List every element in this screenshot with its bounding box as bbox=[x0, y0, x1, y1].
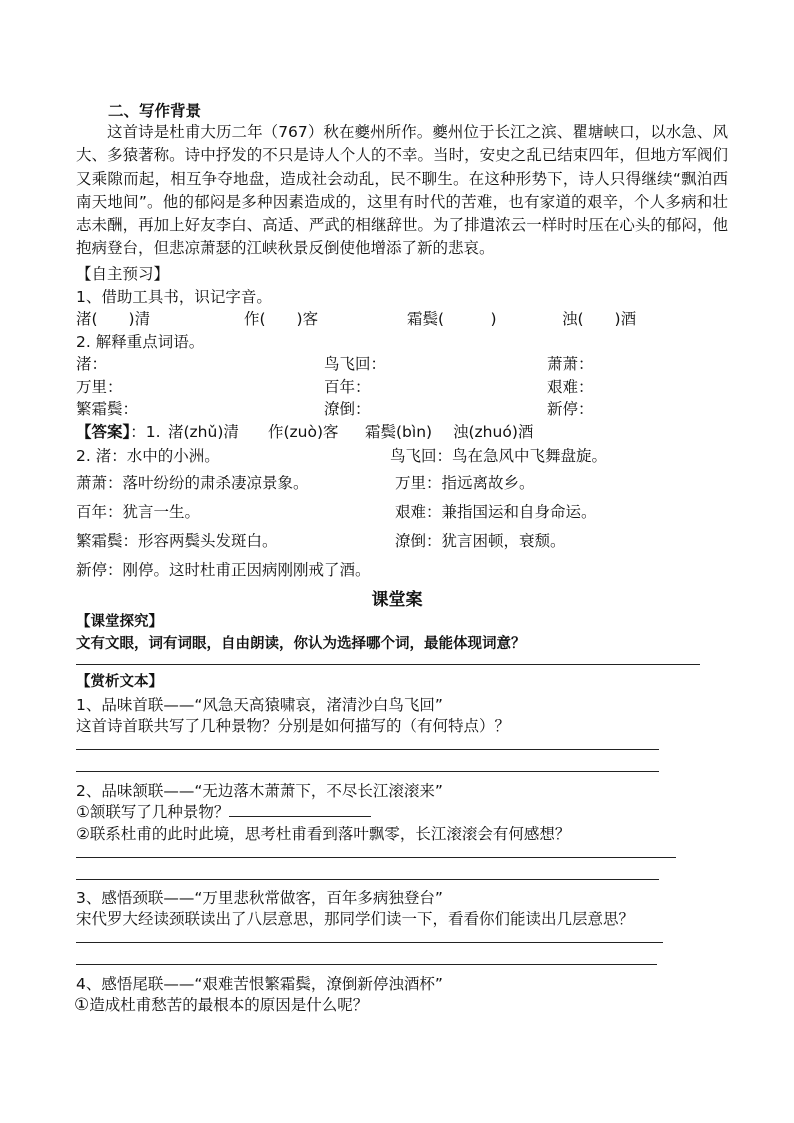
term-item: 新停： bbox=[547, 400, 594, 418]
explore-question: 文有文眼，词有词眼，自由朗读，你认为选择哪个词，最能体现词意？ bbox=[76, 636, 526, 652]
term-item: 渚： bbox=[76, 355, 108, 373]
classroom-title: 课堂案 bbox=[371, 590, 423, 610]
section-heading-background: 二、写作背景 bbox=[108, 102, 202, 120]
answer-line[interactable] bbox=[76, 771, 659, 772]
item-title: 2、品味颔联——“无边落木萧萧下，不尽长江滚滚来” bbox=[76, 782, 443, 800]
term-item: 艰难： bbox=[547, 378, 594, 396]
pinyin-item: 渚(zhǔ)清 bbox=[168, 423, 239, 441]
explore-heading: 【课堂探究】 bbox=[76, 614, 163, 630]
term-item: 潦倒： bbox=[324, 400, 371, 418]
item-title: 1、品味首联——“风急天高猿啸哀，渚清沙白鸟飞回” bbox=[76, 696, 443, 714]
answer-line[interactable] bbox=[76, 664, 700, 665]
answer-line[interactable] bbox=[76, 879, 659, 880]
answer-line-1 bbox=[76, 420, 161, 442]
item-question: 宋代罗大经读颈联读出了八层意思，那同学们读一下，看看你们能读出几层意思？ bbox=[76, 910, 635, 928]
circled-number: ① bbox=[74, 995, 90, 1015]
answer-line[interactable] bbox=[76, 964, 657, 965]
definition-item: 2. 渚：水中的小洲。 bbox=[76, 447, 220, 465]
pinyin-item: 浊(zhuó)酒 bbox=[453, 423, 534, 441]
answer-prefix: ：1. bbox=[130, 423, 161, 441]
answer-line[interactable] bbox=[76, 749, 659, 750]
char-item: 霜鬓( ) bbox=[407, 310, 497, 328]
char-item: 作( )客 bbox=[244, 310, 319, 328]
char-item: 渚( )清 bbox=[76, 310, 151, 328]
item-question: ②联系杜甫的此时此境，思考杜甫看到落叶飘零，长江滚滚会有何感想？ bbox=[76, 825, 571, 843]
item-question-text: ①颔联写了几种景物？ bbox=[76, 803, 230, 821]
pinyin-item: 霜鬓(bìn) bbox=[365, 423, 433, 441]
preview-question-1: 1、借助工具书，识记字音。 bbox=[76, 288, 272, 306]
item-question-text: 造成杜甫愁苦的最根本的原因是什么呢？ bbox=[89, 996, 369, 1014]
answer-label: 【答案】 bbox=[76, 423, 131, 441]
item-title: 3、感悟颈联——“万里悲秋常做客，百年多病独登台” bbox=[76, 889, 443, 907]
item-question: 这首诗首联共写了几种景物？分别是如何描写的（有何特点）？ bbox=[76, 717, 511, 735]
definition-item: 萧萧：落叶纷纷的肃杀凄凉景象。 bbox=[76, 474, 309, 492]
preview-question-2: 2. 解释重点词语。 bbox=[76, 333, 205, 351]
preview-heading: 【自主预习】 bbox=[76, 265, 170, 283]
definition-item: 艰难：兼指国运和自身命运。 bbox=[395, 503, 597, 521]
definition-item: 繁霜鬓：形容两鬓头发斑白。 bbox=[76, 532, 278, 550]
term-item: 鸟飞回： bbox=[324, 355, 387, 373]
definition-item: 鸟飞回：鸟在急风中飞舞盘旋。 bbox=[390, 447, 608, 465]
char-item: 浊( )酒 bbox=[562, 310, 637, 328]
term-item: 万里： bbox=[76, 378, 123, 396]
definition-item: 百年：犹言一生。 bbox=[76, 503, 201, 521]
definition-item: 万里：指远离故乡。 bbox=[395, 474, 535, 492]
term-item: 百年： bbox=[324, 378, 371, 396]
fill-in-blank[interactable] bbox=[229, 801, 371, 817]
pinyin-item: 作(zuò)客 bbox=[268, 423, 339, 441]
background-paragraph: 这首诗是杜甫大历二年（767）秋在夔州所作。夔州位于长江之滨、瞿塘峡口，以水急、风大、多猿著称。诗中抒发的不只是诗人个人的不幸。当时，安史之乱已结束四年，但地方军阀们又乘隙而起，相互争夺地盘，造成社会动乱，民不聊生。在这种形势下，诗人只得继续“飘泊西南天地间”。他的郁闷是多种因素造成的，这里有时代的苦难，也有家道的艰辛，个人多病和壮志未酬，再加上好友李白、高适、严武的相继辞世。为了排遣浓云一样时时压在心头的郁闷，他抱病登台，但悲凉萧瑟的江峡秋景反倒使他增添了新的悲哀。 bbox=[76, 123, 728, 258]
item-question bbox=[74, 993, 368, 1015]
appreciate-heading: 【赏析文本】 bbox=[76, 674, 163, 690]
definition-item: 新停：刚停。这时杜甫正因病刚刚戒了酒。 bbox=[76, 561, 371, 579]
item-question bbox=[76, 800, 371, 822]
term-item: 萧萧： bbox=[547, 355, 594, 373]
answer-line[interactable] bbox=[76, 942, 663, 943]
term-item: 繁霜鬓： bbox=[76, 400, 139, 418]
definition-item: 潦倒：犹言困顿，衰颓。 bbox=[395, 532, 566, 550]
answer-line[interactable] bbox=[76, 857, 676, 858]
item-title: 4、感悟尾联——“艰难苦恨繁霜鬓，潦倒新停浊酒杯” bbox=[76, 975, 443, 993]
